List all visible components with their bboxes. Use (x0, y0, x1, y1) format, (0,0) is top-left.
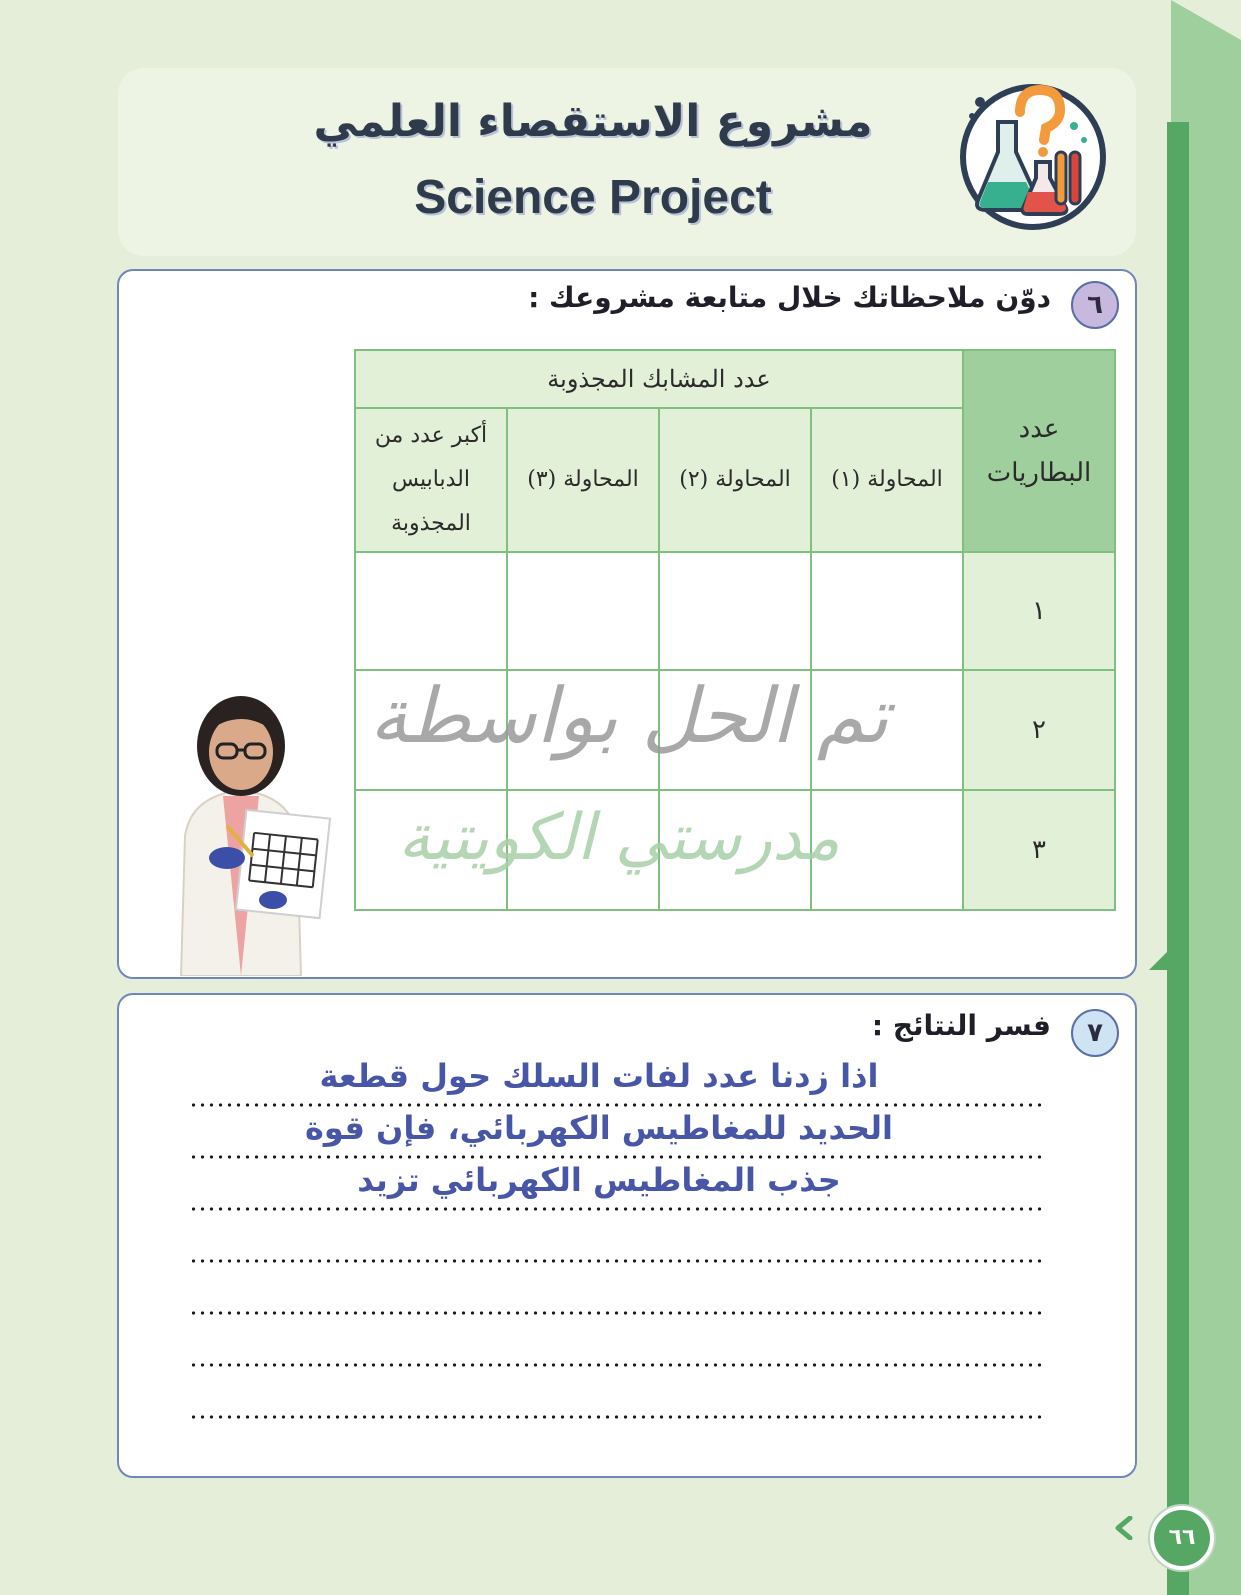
table-row (355, 670, 1115, 790)
observation-card (117, 269, 1137, 979)
interpretation-card (117, 993, 1137, 1478)
chevron-left-icon[interactable] (1112, 1516, 1136, 1540)
column-header-trial-1: المحاولة (١) (811, 408, 963, 552)
column-header-batteries: عدد البطاريات (963, 350, 1115, 552)
watermark-line-1: تم الحل بواسطة (369, 671, 889, 760)
column-header-max: أكبر عدد من الدبابيس المجذوبة (355, 408, 507, 552)
table-cell[interactable] (811, 552, 963, 670)
answer-text-line-1: اذا زدنا عدد لفات السلك حول قطعة (319, 1057, 879, 1095)
answer-line[interactable] (189, 1155, 1047, 1159)
answer-line[interactable] (189, 1415, 1047, 1419)
answer-line[interactable] (189, 1207, 1047, 1211)
table-cell[interactable] (355, 552, 507, 670)
table-cell[interactable] (811, 670, 963, 790)
table-cell[interactable] (659, 670, 811, 790)
side-corner (1171, 0, 1241, 40)
table-row (355, 790, 1115, 910)
answer-text-line-3: جذب المغاطيس الكهربائي تزيد (357, 1161, 841, 1199)
answer-line[interactable] (189, 1259, 1047, 1263)
column-header-group: عدد المشابك المجذوبة (355, 350, 963, 408)
answer-line[interactable] (189, 1363, 1047, 1367)
table-cell[interactable] (507, 670, 659, 790)
observation-table (354, 349, 1116, 911)
page-title-english: Science Project (414, 171, 772, 224)
table-cell[interactable] (659, 790, 811, 910)
table-cell[interactable] (507, 790, 659, 910)
table-cell[interactable] (355, 790, 507, 910)
answer-line[interactable] (189, 1311, 1047, 1315)
row-label: ٢ (963, 670, 1115, 790)
science-flask-question-icon (958, 82, 1108, 232)
page-title-arabic: مشروع الاستقصاء العلمي (313, 96, 873, 147)
table-row (355, 552, 1115, 670)
column-header-trial-2: المحاولة (٢) (659, 408, 811, 552)
side-strip (1167, 122, 1189, 1595)
row-label: ٣ (963, 790, 1115, 910)
column-header-trial-3: المحاولة (٣) (507, 408, 659, 552)
student-illustration (141, 686, 341, 976)
watermark-line-2: مدرستي الكويتية (398, 801, 840, 875)
table-cell[interactable] (355, 670, 507, 790)
answer-text-line-2: الحديد للمغاطيس الكهربائي، فإن قوة (304, 1109, 894, 1147)
header-card (118, 68, 1136, 256)
question-prompt: دوّن ملاحظاتك خلال متابعة مشروعك : (528, 281, 1051, 314)
question-prompt: فسر النتائج : (871, 1009, 1051, 1042)
table-cell[interactable] (811, 790, 963, 910)
table-cell[interactable] (659, 552, 811, 670)
row-label: ١ (963, 552, 1115, 670)
table-cell[interactable] (507, 552, 659, 670)
question-number: ٦ (1071, 281, 1119, 329)
question-number: ٧ (1071, 1009, 1119, 1057)
answer-line[interactable] (189, 1103, 1047, 1107)
page-number: ٦٦ (1150, 1506, 1214, 1570)
